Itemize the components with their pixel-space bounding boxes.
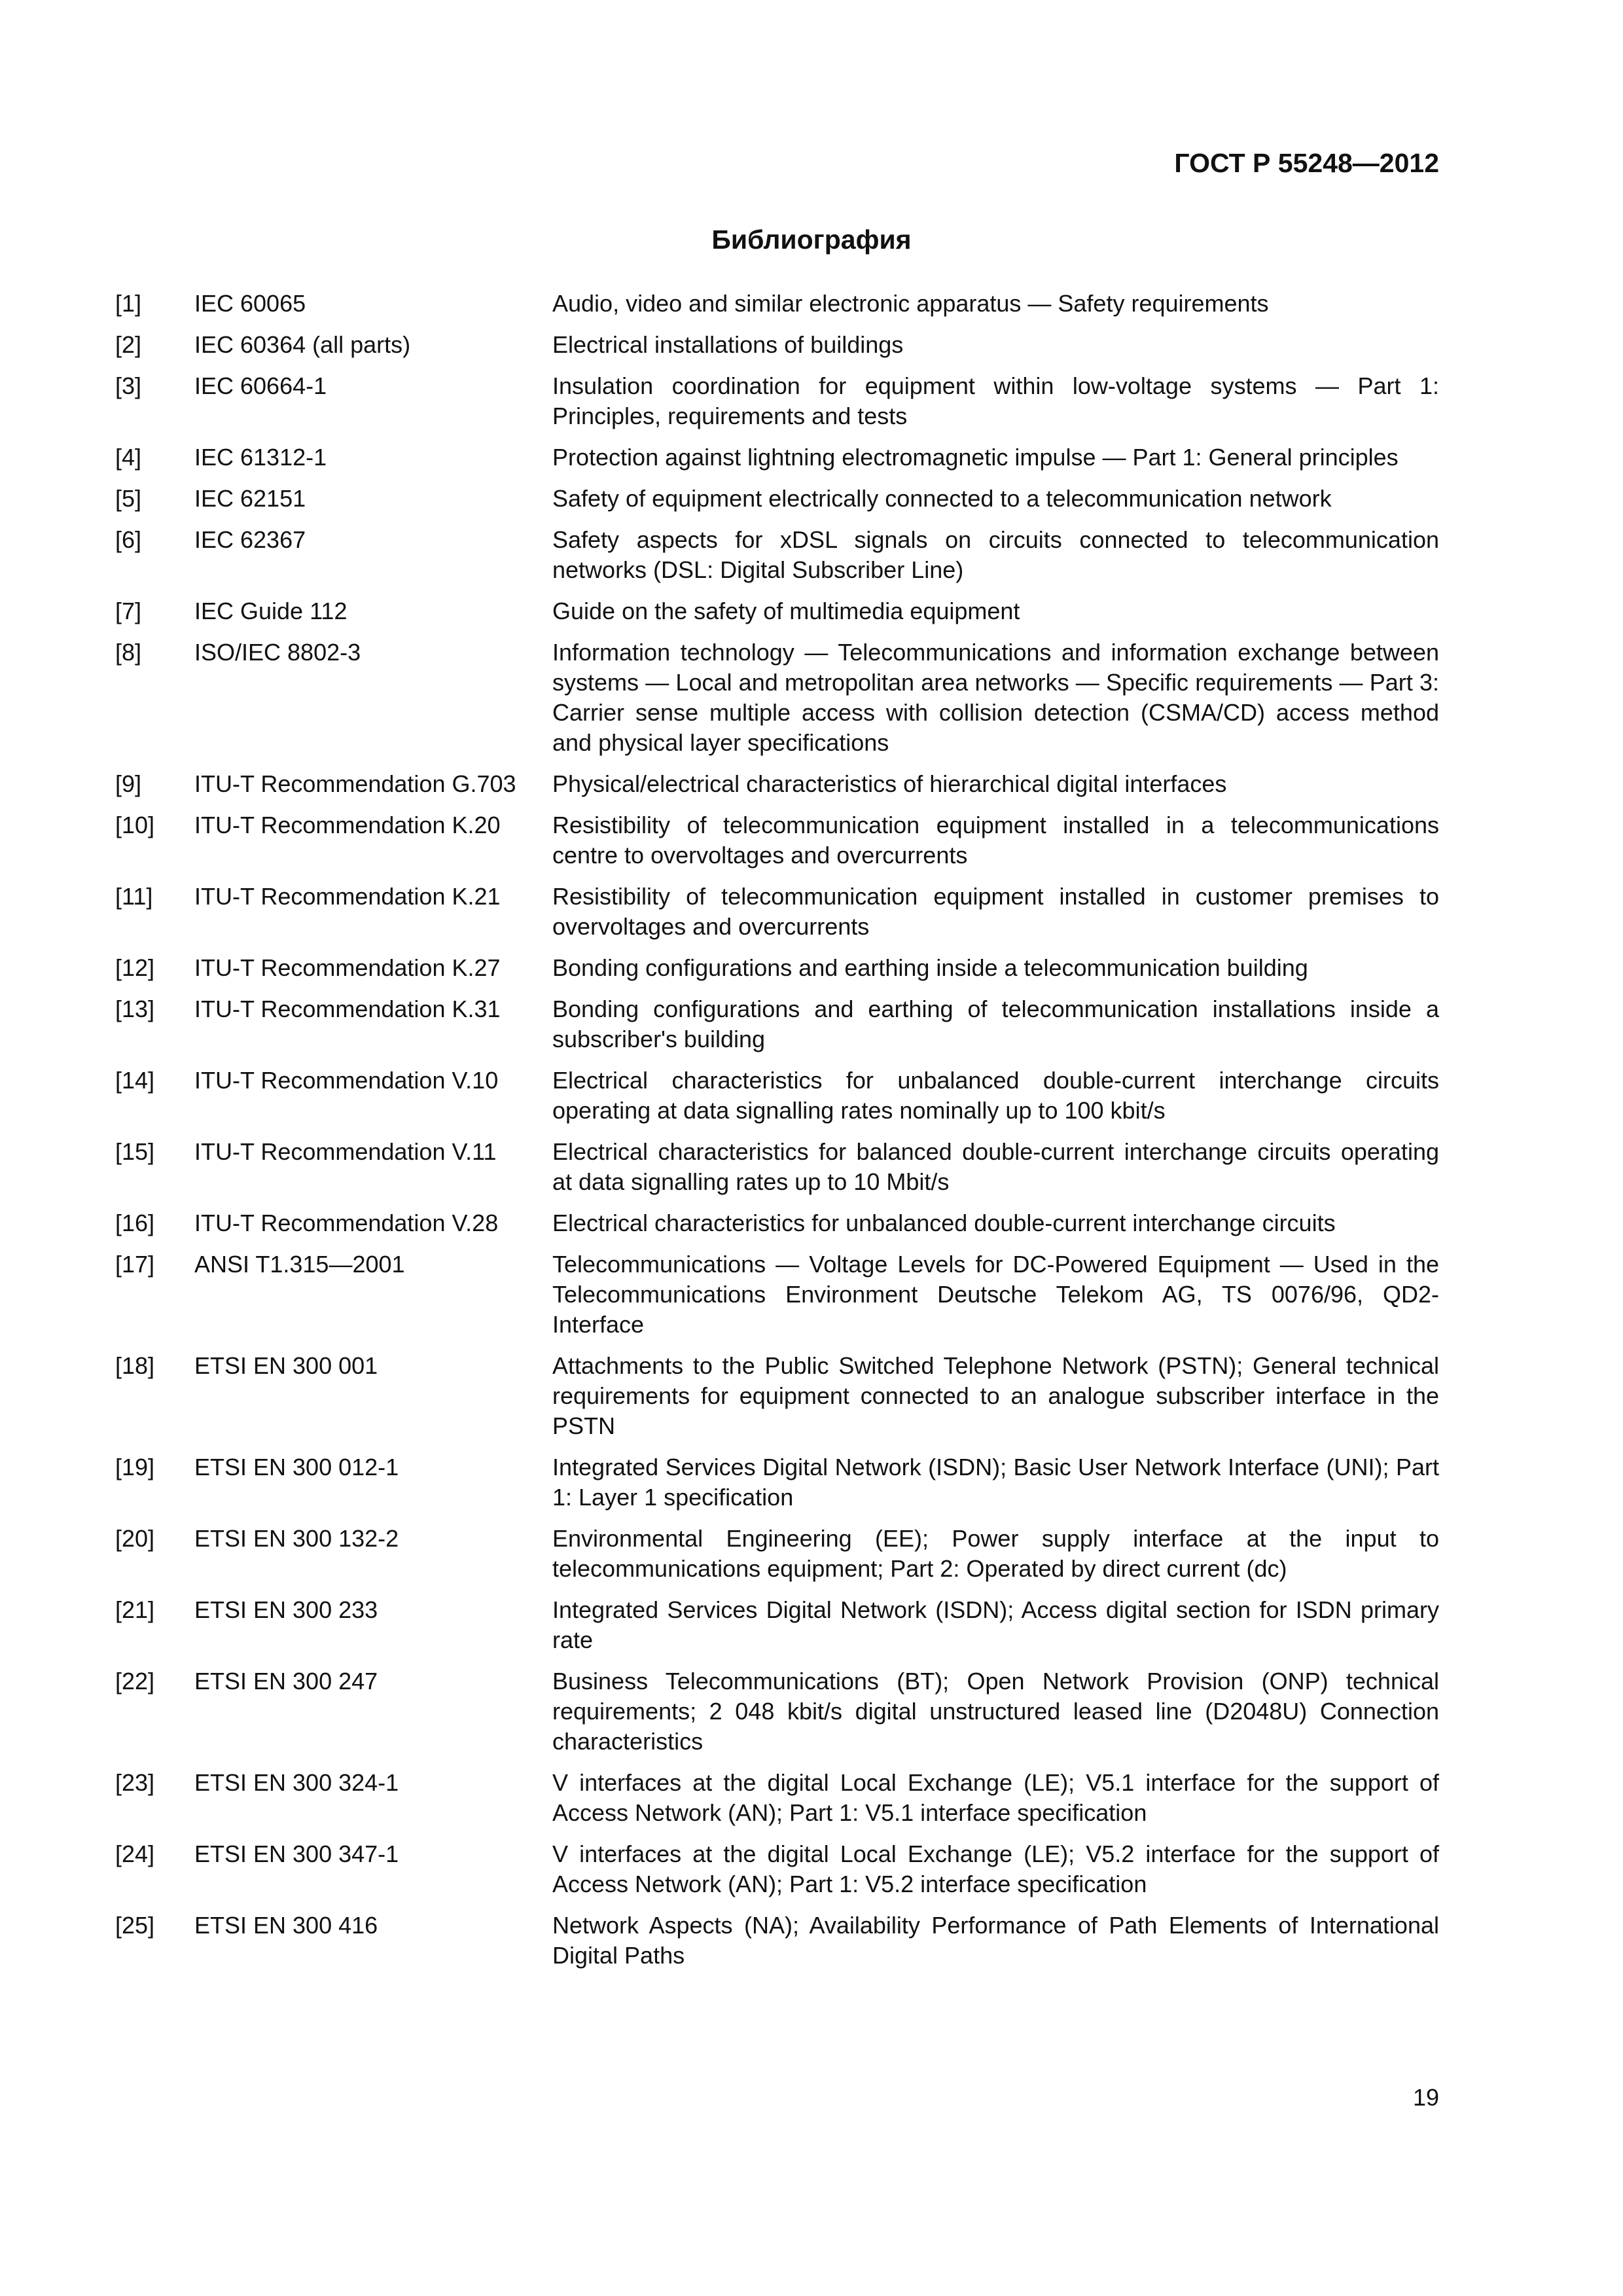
- entry-number: [11]: [115, 883, 153, 910]
- entry-description: Safety of equipment electrically connected to a telecommunication network: [552, 485, 1332, 512]
- entry-description: Physical/electrical characteristics of hierarchical digital interfaces: [552, 770, 1227, 797]
- entry-reference: ETSI EN 300 001: [194, 1352, 378, 1379]
- entry-description: Electrical installations of buildings: [552, 331, 904, 358]
- bibliography-entry: [115, 289, 1439, 319]
- entry-number: [9]: [115, 770, 142, 797]
- entry-number: [23]: [115, 1769, 155, 1796]
- entry-description: Telecommunications — Voltage Levels for DC-Powered Equipment — Used in the Telecommunications Environment Deutsche Telekom AG, TS 0076/96, QD2-Interface: [552, 1251, 1439, 1338]
- entry-number: [24]: [115, 1840, 155, 1867]
- entry-description: Integrated Services Digital Network (ISDN); Basic User Network Interface (UNI); Part 1: Layer 1 specification: [552, 1454, 1439, 1511]
- entry-reference: ITU-T Recommendation K.27: [194, 954, 501, 981]
- entry-number: [22]: [115, 1668, 155, 1695]
- bibliography-entry: [115, 637, 1439, 758]
- bibliography-entry: [115, 1249, 1439, 1340]
- bibliography-entry: [115, 1595, 1439, 1655]
- entry-reference: ITU-T Recommendation G.703: [194, 770, 516, 797]
- bibliography-entry: [115, 1524, 1439, 1584]
- entry-reference: ETSI EN 300 247: [194, 1668, 378, 1695]
- entry-description: Integrated Services Digital Network (ISDN); Access digital section for ISDN primary rate: [552, 1596, 1439, 1653]
- entry-number: [21]: [115, 1596, 155, 1623]
- bibliography-entry: [115, 596, 1439, 626]
- entry-reference: ETSI EN 300 132-2: [194, 1525, 399, 1552]
- bibliography-entry: [115, 953, 1439, 983]
- entry-number: [4]: [115, 444, 142, 471]
- page-title: Библиография: [711, 224, 912, 255]
- entry-reference: ETSI EN 300 324-1: [194, 1769, 399, 1796]
- entry-description: Electrical characteristics for balanced double-current interchange circuits operating at data signalling rates up to 10 Mbit/s: [552, 1138, 1439, 1195]
- entry-reference: ETSI EN 300 347-1: [194, 1840, 399, 1867]
- entry-reference: IEC 60364 (all parts): [194, 331, 411, 358]
- bibliography-entry: [115, 1137, 1439, 1197]
- entry-description: Information technology — Telecommunications and information exchange between systems — Local and metropolitan area networks — Specific requirements — Part 3: Carrier sense multiple access with collision detection (CSMA/CD) access method and physical layer specifications: [552, 639, 1439, 756]
- entry-number: [3]: [115, 372, 142, 399]
- bibliography-entry: [115, 1066, 1439, 1126]
- entry-reference: ITU-T Recommendation V.11: [194, 1138, 497, 1165]
- bibliography-entry: [115, 1839, 1439, 1899]
- bibliography-entry: [115, 1768, 1439, 1828]
- bibliography-entry: [115, 810, 1439, 870]
- entry-reference: ITU-T Recommendation V.28: [194, 1210, 499, 1236]
- entry-number: [10]: [115, 812, 155, 838]
- entry-reference: IEC Guide 112: [194, 598, 348, 624]
- bibliography-entry: [115, 1666, 1439, 1757]
- entry-number: [18]: [115, 1352, 155, 1379]
- entry-number: [19]: [115, 1454, 155, 1480]
- entry-number: [16]: [115, 1210, 155, 1236]
- entry-number: [20]: [115, 1525, 155, 1552]
- entry-description: Bonding configurations and earthing of telecommunication installations inside a subscriber's building: [552, 996, 1439, 1052]
- bibliography-entry: [115, 1208, 1439, 1238]
- entry-number: [14]: [115, 1067, 155, 1094]
- entry-number: [5]: [115, 485, 142, 512]
- entry-description: Network Aspects (NA); Availability Performance of Path Elements of International Digital Paths: [552, 1912, 1439, 1969]
- entry-description: Protection against lightning electromagnetic impulse — Part 1: General principles: [552, 444, 1399, 471]
- entry-reference: ITU-T Recommendation K.21: [194, 883, 501, 910]
- entry-number: [2]: [115, 331, 142, 358]
- entry-number: [13]: [115, 996, 155, 1022]
- entry-description: V interfaces at the digital Local Exchange (LE); V5.1 interface for the support of Access Network (AN); Part 1: V5.1 interface specification: [552, 1769, 1439, 1826]
- bibliography-entry: [115, 484, 1439, 514]
- entry-description: Resistibility of telecommunication equipment installed in customer premises to overvoltages and overcurrents: [552, 883, 1439, 940]
- entry-number: [15]: [115, 1138, 155, 1165]
- bibliography-entry: [115, 882, 1439, 942]
- entry-reference: IEC 61312-1: [194, 444, 327, 471]
- bibliography-entry: [115, 371, 1439, 431]
- bibliography-entry: [115, 994, 1439, 1054]
- entry-description: Guide on the safety of multimedia equipment: [552, 598, 1020, 624]
- entry-reference: ETSI EN 300 416: [194, 1912, 378, 1939]
- entry-description: V interfaces at the digital Local Exchange (LE); V5.2 interface for the support of Access Network (AN); Part 1: V5.2 interface specification: [552, 1840, 1439, 1897]
- page-number: 19: [1412, 2084, 1439, 2111]
- entry-reference: ETSI EN 300 012-1: [194, 1454, 399, 1480]
- bibliography-entry: [115, 1910, 1439, 1971]
- entry-description: Safety aspects for xDSL signals on circuits connected to telecommunication networks (DSL: Digital Subscriber Line): [552, 526, 1439, 583]
- bibliography-list: [115, 289, 1439, 1982]
- entry-description: Electrical characteristics for unbalanced double-current interchange circuits: [552, 1210, 1336, 1236]
- bibliography-entry: [115, 442, 1439, 473]
- bibliography-entry: [115, 330, 1439, 360]
- entry-description: Insulation coordination for equipment within low-voltage systems — Part 1: Principles, requirements and tests: [552, 372, 1439, 429]
- entry-reference: ETSI EN 300 233: [194, 1596, 378, 1623]
- entry-reference: ANSI T1.315—2001: [194, 1251, 405, 1278]
- entry-description: Electrical characteristics for unbalanced double-current interchange circuits operating at data signalling rates nominally up to 100 kbit/s: [552, 1067, 1439, 1124]
- entry-number: [17]: [115, 1251, 155, 1278]
- entry-description: Bonding configurations and earthing inside a telecommunication building: [552, 954, 1308, 981]
- bibliography-entry: [115, 1452, 1439, 1513]
- entry-number: [25]: [115, 1912, 155, 1939]
- entry-reference: ITU-T Recommendation K.20: [194, 812, 501, 838]
- entry-number: [6]: [115, 526, 142, 553]
- bibliography-entry: [115, 769, 1439, 799]
- entry-reference: ISO/IEC 8802-3: [194, 639, 361, 666]
- entry-number: [7]: [115, 598, 142, 624]
- entry-number: [8]: [115, 639, 142, 666]
- bibliography-entry: [115, 1351, 1439, 1441]
- bibliography-entry: [115, 525, 1439, 585]
- entry-reference: IEC 62367: [194, 526, 306, 553]
- entry-description: Environmental Engineering (EE); Power supply interface at the input to telecommunications equipment; Part 2: Operated by direct current (dc): [552, 1525, 1439, 1582]
- entry-reference: IEC 60664-1: [194, 372, 327, 399]
- entry-description: Resistibility of telecommunication equipment installed in a telecommunications centre to overvoltages and overcurrents: [552, 812, 1439, 869]
- document-code: ГОСТ Р 55248—2012: [1174, 148, 1439, 178]
- entry-number: [1]: [115, 290, 142, 317]
- entry-number: [12]: [115, 954, 155, 981]
- entry-reference: ITU-T Recommendation V.10: [194, 1067, 499, 1094]
- entry-description: Attachments to the Public Switched Telephone Network (PSTN); General technical requirements for equipment connected to an analogue subscriber interface in the PSTN: [552, 1352, 1439, 1439]
- entry-description: Business Telecommunications (BT); Open Network Provision (ONP) technical requirements; 2 048 kbit/s digital unstructured leased line (D2048U) Connection characteristics: [552, 1668, 1439, 1755]
- entry-reference: IEC 60065: [194, 290, 306, 317]
- entry-reference: IEC 62151: [194, 485, 306, 512]
- entry-reference: ITU-T Recommendation K.31: [194, 996, 501, 1022]
- entry-description: Audio, video and similar electronic apparatus — Safety requirements: [552, 290, 1269, 317]
